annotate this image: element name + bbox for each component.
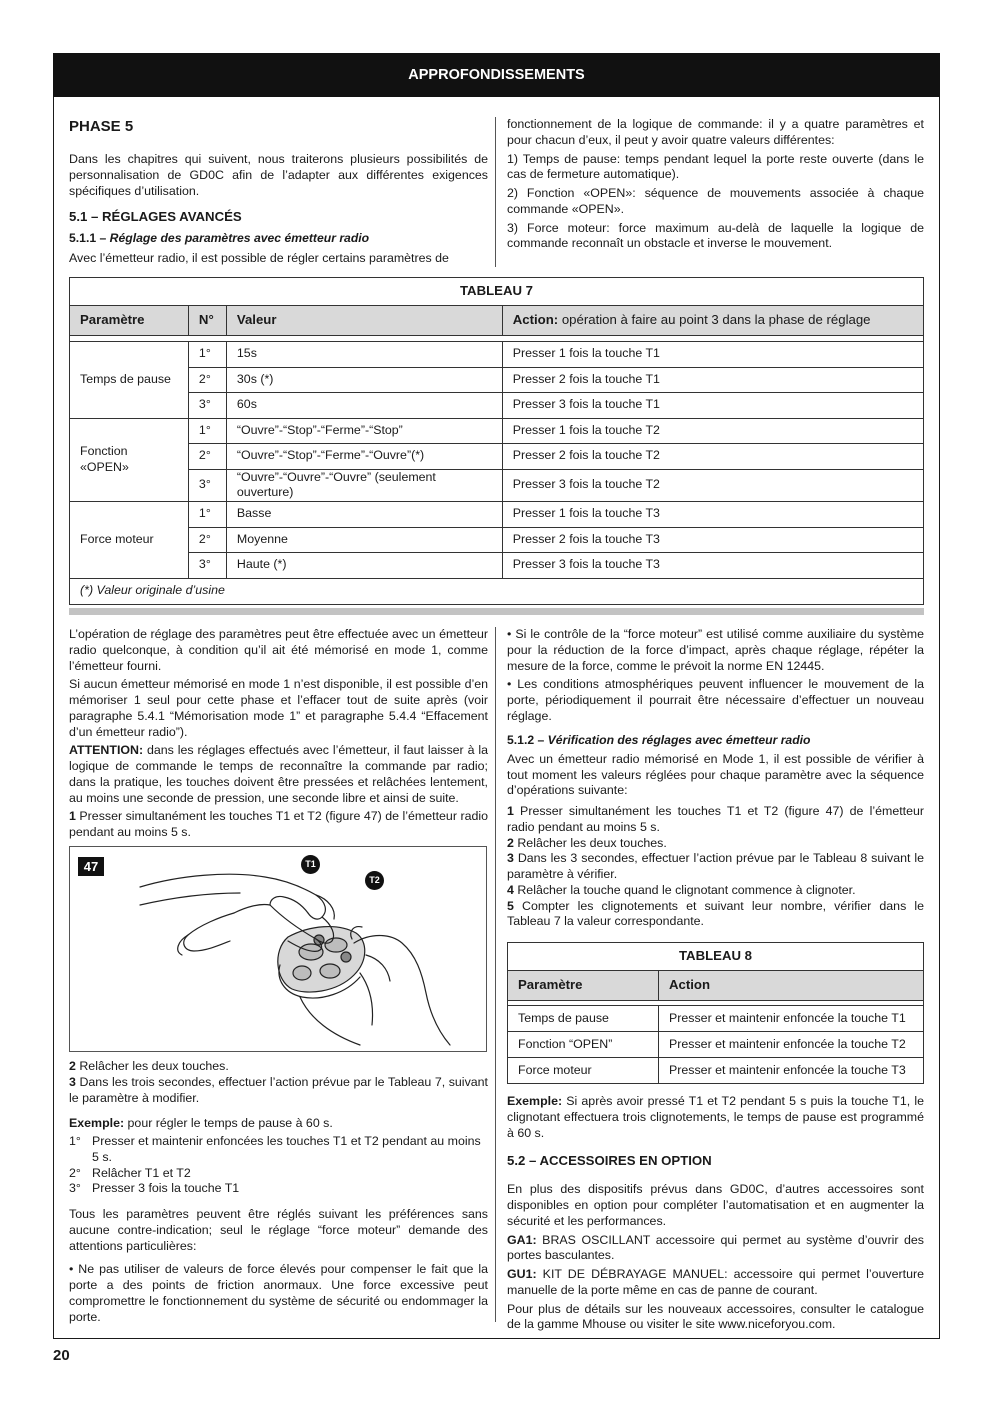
catalogue-paragraph: Pour plus de détails sur les nouveaux accessoires, consulter le catalogue de la gamme Mhouse ou visiter le site www.niceforyou.com.	[507, 1301, 924, 1332]
table-7-note: (*) Valeur originale d’usine	[70, 578, 924, 604]
subsection-text: Réglage des paramètres avec émetteur radio	[109, 231, 370, 246]
section-title-5-2: 5.2 – ACCESSOIRES EN OPTION	[507, 1153, 712, 1169]
verify-paragraph: Avec un émetteur radio mémorisé en Mode 1, il est possible de vérifier à tout moment les valeurs réglées pour chaque paramètre avec la séquence d’opérations suivante:	[507, 751, 924, 798]
gu1-text: KIT DE DÉBRAYAGE MANUEL: accessoire qui permet l’ouverture manuelle de la porte même en cas de panne de courant.	[507, 1267, 924, 1297]
column-divider-top	[495, 117, 496, 267]
logic-paragraph: fonctionnement de la logique de commande: il y a quatre paramètres et pour chacun d’eux, il peut y avoir quatre valeurs différentes:	[507, 117, 924, 147]
step-text: Dans les 3 secondes, effectuer l’action prévue par le Tableau 8 suivant le paramètre à vérifier.	[507, 851, 924, 882]
pause-time-paragraph: 1) Temps de pause: temps pendant lequel la porte reste ouverte (dans le cas de fermeture automatique).	[507, 151, 924, 182]
num-cell: 2°	[188, 444, 226, 470]
step-number: 3	[69, 1074, 76, 1089]
example-label: Exemple:	[507, 1094, 563, 1109]
table-row	[508, 1058, 924, 1084]
subsection-number: 5.1.2 –	[507, 732, 545, 747]
all-parameters-paragraph: Tous les paramètres peuvent être réglés suivant les préférences sans aucune contre-indication; seul le réglage “force moteur” demande des attentions particulières:	[69, 1207, 488, 1253]
action-cell: Presser 2 fois la touche T1	[502, 367, 923, 393]
bottom-left-column	[69, 627, 488, 844]
example-paragraph-2	[507, 1094, 924, 1141]
table-row	[70, 342, 924, 368]
action-cell: Presser 2 fois la touche T2	[502, 444, 923, 470]
table-7	[69, 277, 924, 605]
action-cell: Presser 3 fois la touche T3	[502, 553, 923, 579]
step	[507, 883, 924, 899]
open-function-paragraph: 2) Fonction «OPEN»: séquence de mouvements associée à chaque commande «OPEN».	[507, 186, 924, 216]
list-item	[69, 1134, 488, 1166]
action-cell: Presser 3 fois la touche T1	[502, 393, 923, 419]
figure-number: 47	[78, 857, 104, 876]
num-cell: 3°	[188, 469, 226, 502]
step-text: Presser simultanément les touches T1 et T2 (figure 47) de l’émetteur radio pendant au moins 5 s.	[507, 804, 924, 834]
ga1-paragraph	[507, 1233, 924, 1265]
value-cell: Haute (*)	[226, 553, 502, 579]
ga1-text: BRAS OSCILLANT accessoire qui permet au système d’ouvrir des portes basculantes.	[507, 1232, 924, 1263]
num-cell: 1°	[188, 502, 226, 528]
table-7-caption: TABLEAU 7	[70, 278, 924, 306]
num-cell: 2°	[188, 367, 226, 393]
step	[507, 899, 924, 931]
intro-paragraph: Dans les chapitres qui suivent, nous traiterons plusieurs possibilités de personnalisation de GD0C afin de l’adapter aux différentes exigences spécifiques d’utilisation.	[69, 152, 488, 198]
table-8	[507, 942, 924, 1084]
accessories-paragraph: En plus des dispositifs prévus dans GD0C, d’autres accessoires sont disponibles en option pour compléter l’automatisation et en augmenter la sécurité et les performances.	[507, 1182, 924, 1228]
radio-paragraph: Avec l’émetteur radio, il est possible de régler certains paramètres de	[69, 250, 449, 265]
value-cell: 15s	[226, 342, 502, 368]
num-cell: 3°	[188, 393, 226, 419]
list-item-number: 3°	[69, 1181, 81, 1196]
example-text: Si après avoir pressé T1 et T2 pendant 5 s puis la touche T1, le clignotant effectuera trois clignotements, le temps de pause est programmé à 60 s.	[507, 1094, 924, 1140]
attention-text: dans les réglages effectués avec l’émetteur, il faut laisser à la logique de commande le temps de reconnaître la commande par radio; dans la pratique, les touches doivent être pressées et relâchées lentement, au moins une seconde de pression, une seconde libre et ainsi de suite.	[69, 743, 488, 805]
t1-label: T1	[301, 855, 320, 874]
any-transmitter-paragraph: L’opération de réglage des paramètres peut être effectuée avec un émetteur radio quelconque, à condition qu’il ait été mémorisé en mode 1, comme l’émetteur fourni.	[69, 627, 488, 673]
value-cell: Moyenne	[226, 527, 502, 553]
list-item	[69, 1166, 488, 1182]
example-steps-list	[69, 1134, 488, 1197]
ga1-label: GA1:	[507, 1232, 537, 1247]
step-text: Dans les trois secondes, effectuer l’action prévue par le Tableau 7, suivant le paramètre à modifier.	[69, 1074, 488, 1105]
table-7-header-num: N°	[188, 306, 226, 336]
table-row	[70, 553, 924, 579]
param-cell: Temps de pause	[70, 342, 189, 419]
value-cell: Basse	[226, 502, 502, 528]
step-text: Relâcher la touche quand le clignotant commence à clignoter.	[513, 882, 856, 897]
param-cell: Force moteur	[70, 502, 189, 579]
action-cell: Presser 3 fois la touche T2	[502, 469, 923, 502]
list-item	[69, 1181, 488, 1197]
table-8-header-param: Paramètre	[508, 971, 659, 1001]
step-number: 1	[507, 804, 514, 819]
hands-remote-illustration	[70, 847, 488, 1053]
step	[507, 851, 924, 883]
table-row	[70, 393, 924, 419]
top-right-column	[507, 117, 924, 255]
action-description: opération à faire au point 3 dans la phase de réglage	[558, 312, 871, 328]
attention-label: ATTENTION:	[69, 743, 144, 758]
section-header: APPROFONDISSEMENTS	[53, 53, 940, 97]
value-cell: 30s (*)	[226, 367, 502, 393]
action-cell: Presser et maintenir enfoncée la touche T2	[659, 1032, 924, 1058]
subsection-text: Vérification des réglages avec émetteur radio	[547, 732, 811, 747]
no-transmitter-paragraph: Si aucun émetteur mémorisé en mode 1 n’est disponible, il est possible d’en mémoriser 1 seul pour cette phase et l’effacer tout de suite après (voir paragraphe 5.4.1 “Mémorisation mode 1” et paragraphe 5.4.4 “Effacement d’un émetteur radio”).	[69, 677, 488, 739]
value-cell: 60s	[226, 393, 502, 419]
action-cell: Presser 2 fois la touche T3	[502, 527, 923, 553]
param-cell: Force moteur	[508, 1058, 659, 1084]
action-cell: Presser 1 fois la touche T1	[502, 342, 923, 368]
list-item-number: 2°	[69, 1165, 81, 1180]
step-number: 4	[507, 882, 514, 897]
force-bullet-1: • Ne pas utiliser de valeurs de force élevés pour compenser le fait que la porte a des points de friction anormaux. Une force excessive peut compromettre le fonctionnement du système de sécurité ou endommager la porte.	[69, 1262, 488, 1324]
subsection-number: 5.1.1 –	[69, 231, 107, 246]
step-number: 3	[507, 851, 514, 866]
top-left-column	[69, 117, 488, 269]
action-cell: Presser et maintenir enfoncée la touche T3	[659, 1058, 924, 1084]
table-row	[70, 444, 924, 470]
value-cell: “Ouvre”-“Stop”-“Ferme”-“Ouvre”(*)	[226, 444, 502, 470]
list-item-number: 1°	[69, 1134, 81, 1148]
step-2	[69, 1059, 488, 1075]
table-row	[70, 418, 924, 444]
example-paragraph	[69, 1116, 488, 1132]
param-cell: Fonction «OPEN»	[70, 418, 189, 502]
step-text: Relâcher les deux touches.	[513, 835, 667, 850]
num-cell: 3°	[188, 553, 226, 579]
table-row	[508, 1032, 924, 1058]
table-8-caption: TABLEAU 8	[508, 943, 924, 971]
subsection-title-5-1-2	[507, 733, 924, 748]
attention-paragraph	[69, 743, 488, 806]
num-cell: 2°	[188, 527, 226, 553]
example-label: Exemple:	[69, 1116, 125, 1131]
force-bullet-2: • Si le contrôle de la “force moteur” est utilisé comme auxiliaire du système pour la réduction de la force d’impact, après chaque réglage, répéter la mesure de la force, comme le prévoit la norme EN 12445.	[507, 627, 924, 673]
num-cell: 1°	[188, 342, 226, 368]
table-8-header-action: Action	[659, 971, 924, 1001]
value-cell: “Ouvre”-“Ouvre”-“Ouvre” (seulement ouverture)	[226, 469, 502, 502]
t2-label: T2	[365, 871, 384, 890]
page-number: 20	[53, 1347, 70, 1364]
action-cell: Presser et maintenir enfoncée la touche T1	[659, 1006, 924, 1032]
separator-bar	[69, 608, 924, 615]
param-cell: Temps de pause	[508, 1006, 659, 1032]
table-row	[508, 1006, 924, 1032]
step-number: 2	[69, 1059, 76, 1073]
step-3	[69, 1075, 488, 1107]
action-label: Action:	[512, 312, 559, 328]
param-cell: Fonction “OPEN”	[508, 1032, 659, 1058]
table-7-header-param: Paramètre	[70, 306, 189, 336]
gu1-paragraph	[507, 1267, 924, 1299]
table-row	[70, 502, 924, 528]
table-row	[70, 469, 924, 502]
table-7-header-value: Valeur	[226, 306, 502, 336]
step-1	[69, 809, 488, 841]
num-cell: 1°	[188, 418, 226, 444]
bottom-right-column	[507, 627, 924, 1336]
motor-force-paragraph: 3) Force moteur: force maximum au-delà de laquelle la logique de commande reconnaît un obstacle et inverse le mouvement.	[507, 220, 924, 251]
list-item-text: Presser 3 fois la touche T1	[92, 1181, 240, 1196]
list-item-text: Relâcher T1 et T2	[92, 1165, 191, 1180]
step-number: 5	[507, 898, 514, 913]
step-text: Compter les clignotements et suivant leur nombre, vérifier dans le Tableau 7 la valeur correspondante.	[507, 898, 924, 929]
phase-title: PHASE 5	[69, 118, 134, 135]
verify-steps	[507, 804, 924, 930]
action-cell: Presser 1 fois la touche T3	[502, 502, 923, 528]
step	[507, 836, 924, 852]
column-divider-bottom	[495, 627, 496, 1322]
section-title-5-1: 5.1 – RÉGLAGES AVANCÉS	[69, 209, 242, 225]
weather-bullet: • Les conditions atmosphériques peuvent influencer le mouvement de la porte, périodiquement il pourrait être nécessaire d’effectuer un nouveau réglage.	[507, 677, 924, 723]
step-number: 2	[507, 835, 514, 850]
table-row	[70, 527, 924, 553]
list-item-text: Presser et maintenir enfoncées les touches T1 et T2 pendant au moins 5 s.	[92, 1134, 481, 1164]
step	[507, 804, 924, 836]
figure-47	[69, 846, 487, 1052]
step-text: Relâcher les deux touches.	[75, 1059, 229, 1073]
table-7-header-action	[502, 306, 923, 336]
gu1-label: GU1:	[507, 1267, 537, 1281]
action-cell: Presser 1 fois la touche T2	[502, 418, 923, 444]
subsection-title-5-1-1	[69, 231, 488, 246]
example-text: pour régler le temps de pause à 60 s.	[124, 1116, 333, 1131]
value-cell: “Ouvre”-“Stop”-“Ferme”-“Stop”	[226, 418, 502, 444]
table-row	[70, 367, 924, 393]
step-text: Presser simultanément les touches T1 et T2 (figure 47) de l’émetteur radio pendant au moins 5 s.	[69, 809, 488, 839]
bottom-left-column-lower	[69, 1059, 488, 1328]
step-number: 1	[69, 809, 76, 824]
